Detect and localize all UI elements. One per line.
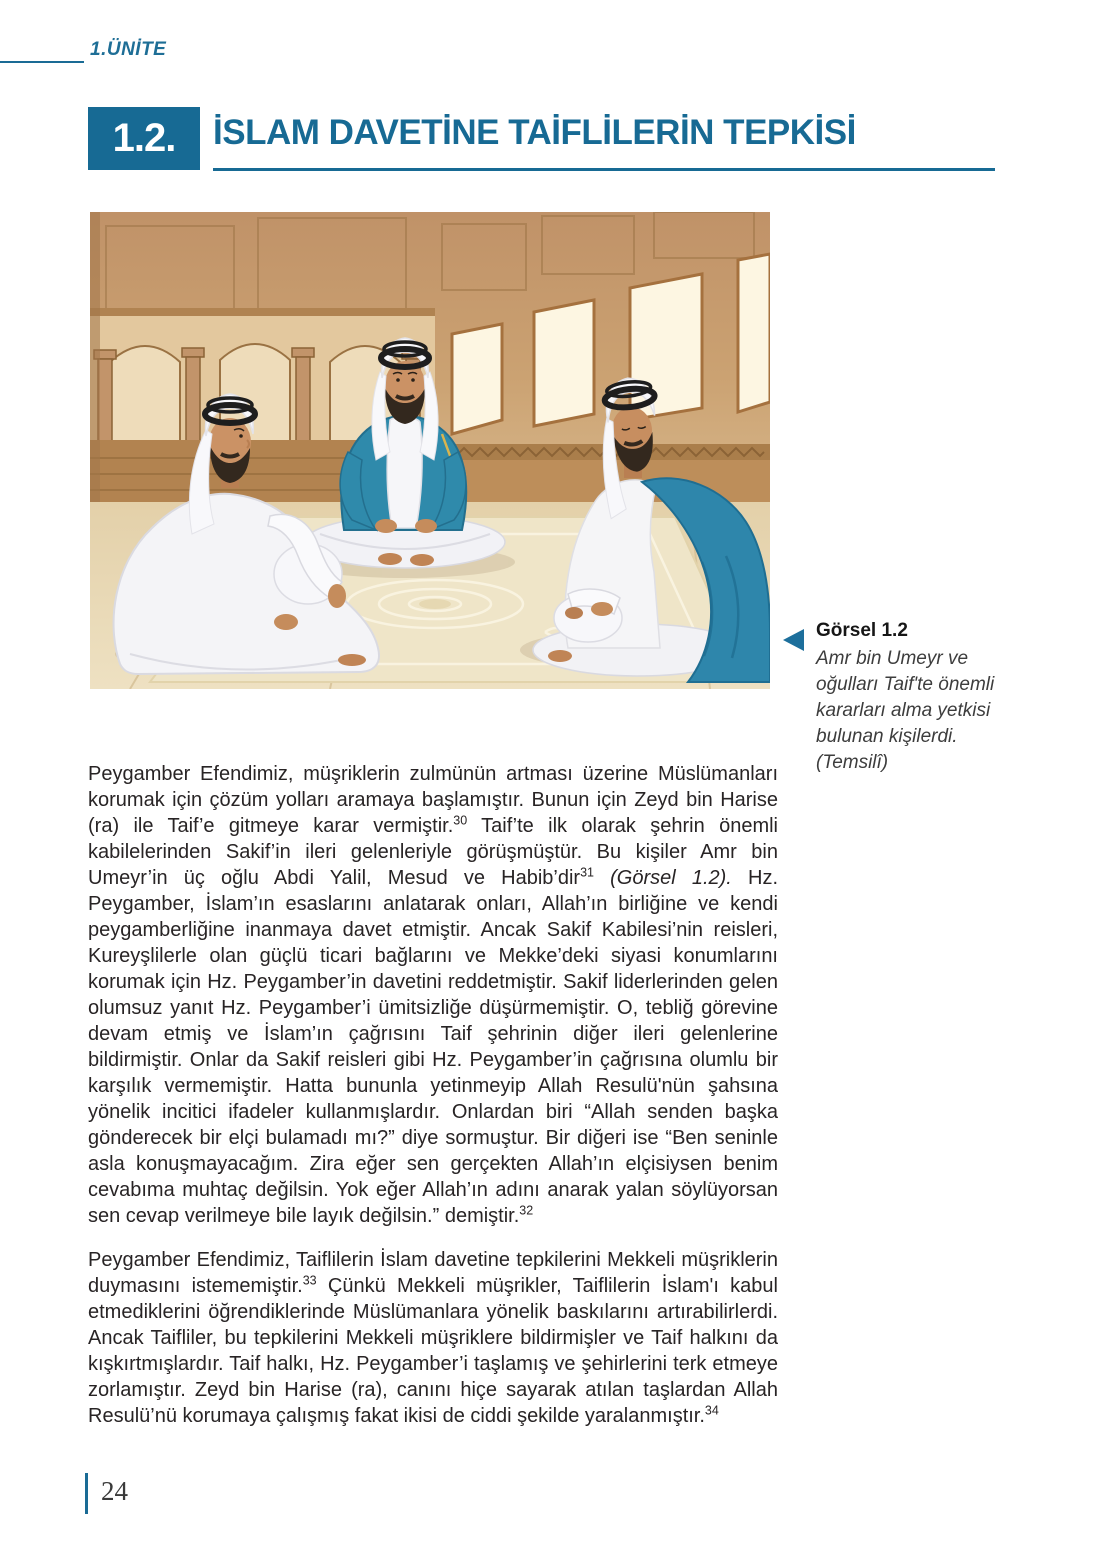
figure-caption (816, 620, 1021, 776)
figure-caption-title: Görsel 1.2 (816, 620, 908, 641)
paragraph-1: Peygamber Efendimiz, müşriklerin zulmünün artması üzerine Müslümanları korumak için çözüm yolları aramaya başlamıştır. Bunun için Zeyd bin Harise (ra) ile Taif’e gitmeye karar vermiştir.$^{30}$ Taif’te ilk olarak şehrin önemli kabilelerinden Sakif’in ileri gelenleriyle görüşmüştür. Bu kişiler Amr bin Umeyr’in üç oğlu Abdi Yalil, Mesud ve Habib’dir$^{31}$ (Görsel 1.2). Hz. Peygamber, İslam’ın esaslarını anlatarak onları, Allah’ın birliğine ve kendi peygamberliğine inanmaya davet etmiştir. Ancak Sakif Kabilesi’nin reisleri, Kureyşlilerle olan güçlü ticari bağlarını ve Mekke’deki siyasi konumlarını korumak için Hz. Peygamber’in davetini reddetmiştir. Sakif liderlerinden gelen olumsuz yanıt Hz. Peygamber’i ümitsizliğe düşürmemiştir. O, tebliğ görevine devam etmiş ve İslam’ın çağrısını Taif şehrinin diğer ileri gelenlerine bildirmiştir. Onlar da Sakif reisleri gibi Hz. Peygamber’in çağrısına olumlu bir karşılık vermemiştir. Hatta bununla yetinmeyip Allah Resulü'nün şahsına yönelik incitici ifadeler kullanmışlardır. Onlardan biri “Allah senden başka gönderecek bir elçi bulamadı mı?” diye sormuştur. Bir diğeri ise “Ben seninle asla konuşmayacağım. Zira eğer sen gerçekten Allah’ın elçisiysen benim cevabıma muhtaç değilsin. Yok eğer Allah’ın adını anarak yalan söylüyorsan sen cevap verilmeye bile layık değilsin.” demiştir.$^{32}$ (88, 763, 779, 1227)
article-body (88, 761, 778, 1429)
left-triangle-icon (783, 629, 804, 651)
unit-header-rule (0, 61, 84, 63)
figure-illustration-image (90, 212, 770, 689)
unit-label: 1.ÜNİTE (90, 39, 167, 60)
figure-caption-text: Amr bin Umeyr ve oğulları Taif'te önemli kararları alma yetkisi bulunan kişilerdi. (Temsilî) (816, 648, 995, 773)
section-title: İSLAM DAVETİNE TAİFLİLERİN TEPKİSİ (213, 113, 856, 152)
section-title-rule (213, 168, 995, 171)
paragraph-2: Peygamber Efendimiz, Taiflilerin İslam davetine tepkilerini Mekkeli müşriklerin duymasını istememiştir.$^{33}$ Çünkü Mekkeli müşrikler, Taiflilerin İslam'ı kabul etmediklerini öğrendiklerinde Müslümanlara yönelik baskılarını artırabilirlerdi. Ancak Taifliler, bu tepkilerini Mekkeli müşriklere bildirmişler ve Taif halkını da kışkırtmışlardır. Taif halkı, Hz. Peygamber’i taşlamış ve şehirlerini terk etmeye zorlamıştır. Zeyd bin Harise (ra), canını hiçe sayarak atılan taşlardan Allah Resulü’nü korumaya çalışmış fakat ikisi de ciddi şekilde yaralanmıştır.$^{34}$ (88, 1249, 778, 1427)
figure-image (90, 212, 770, 689)
page-number-rule (85, 1473, 88, 1514)
section-number: 1.2. (112, 116, 176, 160)
section-number-box (88, 107, 200, 170)
page-number: 24 (101, 1476, 128, 1506)
